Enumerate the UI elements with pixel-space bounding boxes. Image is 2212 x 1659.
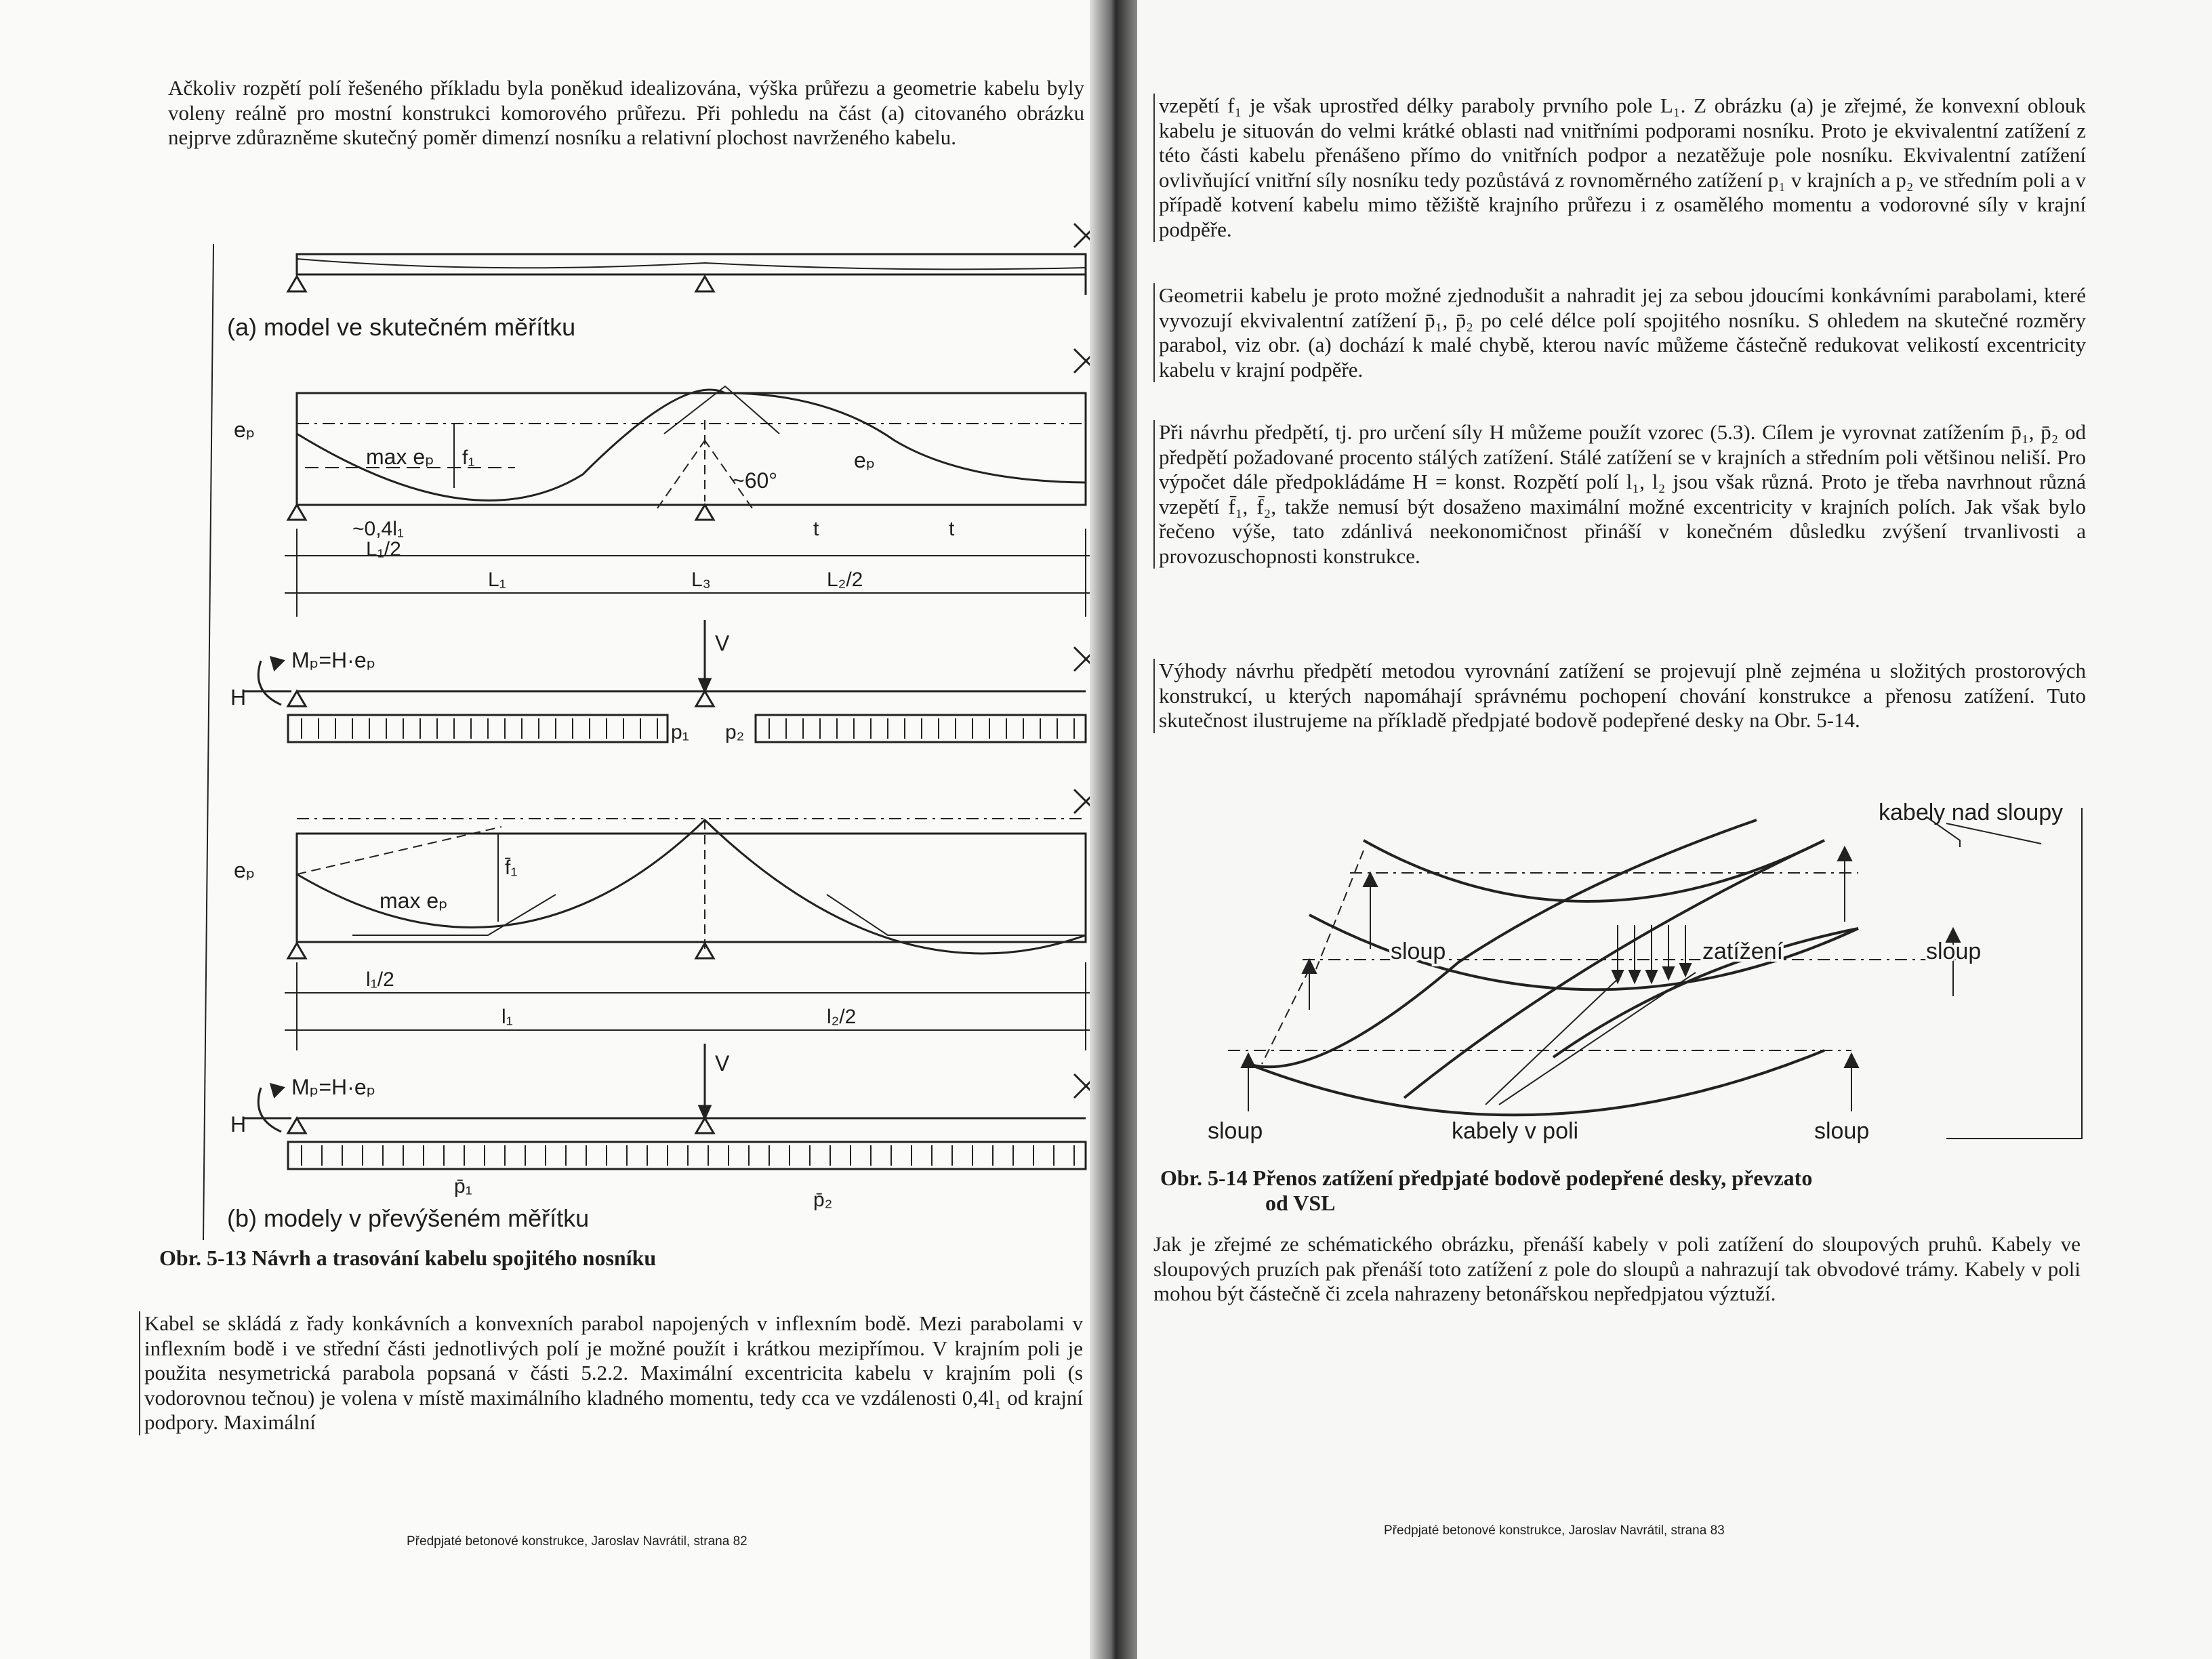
paragraph-navrh: Při návrhu předpětí, tj. pro určení síly H můžeme použít vzorec (5.3). Cílem je vyrovnat zatížením p̄₁, p̄₂ od předpětí požadované procento stálých zatížení. Stálé zatížení se v krajních a středním poli většinou neliší. Pro výpočet dále předpokládáme H = konst. Rozpětí polí l₁, l₂ jsou však různá. Proto je třeba navrhnout různá vzepětí f̄₁, f̄₂, takže nemusí být dosaženo maximální možné excentricity v krajních polích. Jak však bylo řečeno výše, tato zdánlivá neekonomičnost přináší v konečném důsledku zvýšení trvanlivosti a provozuschopnosti konstrukce. <box>1153 420 2086 569</box>
paragraph-vzepeti: vzepětí f₁ je však uprostřed délky paraboly prvního pole L₁. Z obrázku (a) je zřejmé, že konvexní oblouk kabelu je situován do velmi krátké oblasti nad vnitřními podporami nosníku. Proto je ekvivalentní zatížení z této části kabelu přenášeno přímo do vnitřních podpor a nezatěžuje pole nosníku. Ekvivalentní zatížení ovlivňující vnitřní síly nosníku tedy pozůstává z rovnoměrného zatížení p₁ v krajních a p₂ ve středním poli a v případě kotvení kabelu mimo těžiště krajního průřezu i z osamělého momentu a vodorovné síly v krajní podpěře. <box>1153 94 2086 242</box>
label-a: (a) model ve skutečném měřítku <box>227 313 576 341</box>
label-sloup-4: sloup <box>1814 1118 1870 1144</box>
support-b3-1 <box>288 943 306 958</box>
label-f1bar: f̄₁ <box>505 857 518 879</box>
paragraph-jak: Jak je zřejmé ze schématického obrázku, přenáší kabely v poli zatížení do sloupových pruhů. Kabely ve sloupových pruzích pak přenáší toto zatížení z pole do sloupů a nahrazují tak obvodové trámy. Kabely v poli mohou být částečně či zcela nahrazeny betonářskou nepředpjatou výztuží. <box>1153 1232 2081 1305</box>
label-ep-b3: eₚ <box>234 858 255 882</box>
label-Mp-b2: Mₚ=H·eₚ <box>291 648 376 672</box>
label-H-b2: H <box>230 685 247 710</box>
cable-field-2 <box>1404 840 1824 1098</box>
caption-line-1: Obr. 5-14 Přenos zatížení předpjaté bodově podepřené desky, převzato <box>1160 1166 1813 1190</box>
label-f1-b1: f₁ <box>462 447 475 469</box>
label-sloup-1: sloup <box>1391 939 1446 964</box>
cable-a <box>297 259 1086 269</box>
label-kabely-nad-sloupy: kabely nad sloupy <box>1879 800 2064 825</box>
intro-paragraph: Ačkoliv rozpětí polí řešeného příkladu byla poněkud idealizována, výška průřezu a geometrie kabelu byly voleny reálně pro mostní konstrukci komorového průřezu. Při pohledu na část (a) citovaného obrázku nejprve zdůrazněme skutečný poměr dimenzí nosníku a relativní plochost navrženého kabelu. <box>168 76 1084 149</box>
label-t2: t <box>949 518 955 540</box>
label-t1: t <box>813 518 819 540</box>
load-p1 <box>288 715 668 742</box>
label-L3: L₃ <box>691 569 711 591</box>
label-H-b4: H <box>230 1112 247 1136</box>
page-footer-right: Předpjaté betonové konstrukce, Jaroslav Navrátil, strana 83 <box>1384 1523 1725 1538</box>
load-p2 <box>756 715 1086 742</box>
label-V-b2: V <box>715 631 730 655</box>
load-arrows <box>1612 925 1691 983</box>
book-gutter <box>1090 0 1137 1659</box>
cable-column-strip-top <box>1364 840 1824 901</box>
paragraph-vyhody: Výhody návrhu předpětí metodou vyrovnání zatížení se projevují plně zejména u složitých prostorových konstrukcí, u kterých napomáhají správnému pochopení chování konstrukce a přenosu zatížení. Tuto skutečnost ilustrujeme na příkladě předpjaté bodově podepřené desky na Obr. 5-14. <box>1153 659 2086 733</box>
cable-column-strip-bottom <box>1248 1050 1824 1115</box>
figure-5-14 <box>1147 793 2123 1145</box>
label-l2-half: l₂/2 <box>827 1006 857 1028</box>
support-b1-1 <box>288 505 306 520</box>
label-p2bar: p̄₂ <box>813 1189 833 1211</box>
label-ep-right-b1: eₚ <box>854 448 876 472</box>
load-arrows-p2 <box>769 718 1074 739</box>
label-p1bar: p̄₁ <box>454 1175 472 1197</box>
label-max-ep-b3: max eₚ <box>380 888 448 913</box>
label-V-b4: V <box>715 1051 730 1076</box>
figure-caption-5-13: Obr. 5-13 Návrh a trasování kabelu spojitého nosníku <box>159 1246 657 1270</box>
support-a2 <box>696 276 714 291</box>
label-p2: p₂ <box>725 721 745 743</box>
label-L1-half: L₁/2 <box>366 538 401 560</box>
label-ep-b1: eₚ <box>234 417 255 442</box>
label-p1: p₁ <box>671 721 689 743</box>
paragraph-geometrie: Geometrii kabelu je proto možné zjednodušit a nahradit jej za sebou jdoucími konkávními parabolami, které vyvozují ekvivalentní zatížení p̄₁, p̄₂ po celé délce polí spojitého nosníku. S ohledem na skutečné rozměry parabol, viz obr. (a) dochází k malé chybě, kterou navíc můžeme částečně redukovat velikostí excentricity kabelu v krajní podpěře. <box>1153 283 2086 382</box>
label-zatizeni: zatížení <box>1702 939 1784 964</box>
label-l1-half: l₁/2 <box>366 968 394 991</box>
cable-b3 <box>297 820 1086 954</box>
paragraph-cable: Kabel se skládá z řady konkávních a konvexních parabol napojených v inflexním bodě. Mezi parabolami v inflexním bodě i ve střední části jednotlivých polí je možné použít i krátkou mezipřímou. V krajním poli je použita nesymetrická parabola popsaná v části 5.2.2. Maximální excentricita kabelu v krajním poli (s vodorovnou tečnou) je volena v místě maximálního kladného momentu, tedy cca ve vzdálenosti 0,4l₁ od krajní podpory. Maximální <box>139 1311 1083 1435</box>
support-b4-1 <box>288 1118 306 1133</box>
cable-field-1 <box>1248 820 1757 1067</box>
support-b1-2 <box>696 505 714 520</box>
load-arrows-uniform <box>302 1145 1074 1166</box>
label-L2-half: L₂/2 <box>827 569 863 591</box>
support-b2-1 <box>288 691 306 706</box>
figure-5-13 <box>149 217 1030 1233</box>
page-footer-left: Předpjaté betonové konstrukce, Jaroslav Navrátil, strana 82 <box>407 1534 747 1549</box>
beam-b3 <box>297 834 1086 942</box>
label-l1: l₁ <box>501 1006 513 1028</box>
caption-line-2: od VSL <box>1265 1191 1336 1215</box>
label-max-ep-b1: max eₚ <box>366 445 434 469</box>
label-dist-041: ~0,4l₁ <box>352 518 405 540</box>
right-page <box>1106 0 2212 1659</box>
load-uniform <box>288 1142 1086 1169</box>
label-kabely-v-poli: kabely v poli <box>1452 1118 1579 1144</box>
label-angle: ~60° <box>732 468 778 493</box>
load-arrows-p1 <box>302 718 657 739</box>
support-a1 <box>288 276 306 291</box>
label-b: (b) modely v převýšeném měřítku <box>227 1204 590 1232</box>
label-Mp-b4: Mₚ=H·eₚ <box>291 1075 376 1099</box>
label-sloup-3: sloup <box>1208 1118 1263 1144</box>
figure-caption-5-14 <box>1160 1166 1812 1216</box>
label-L1: L₁ <box>488 569 506 591</box>
label-sloup-2: sloup <box>1926 939 1982 964</box>
